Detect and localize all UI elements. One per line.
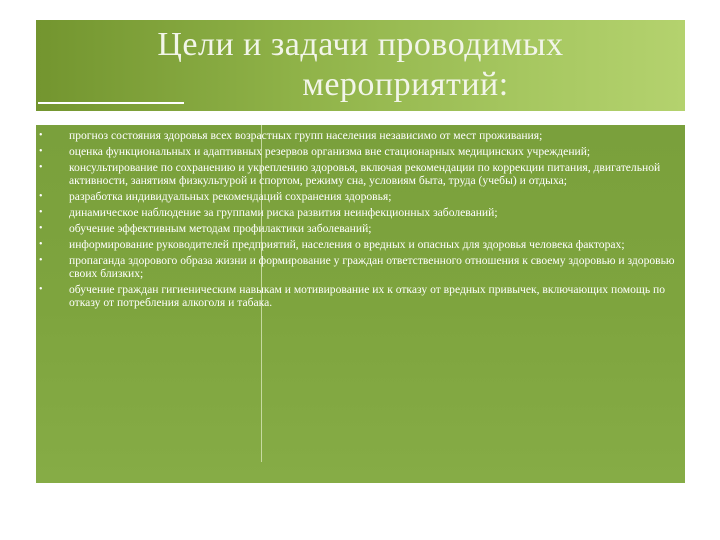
bullet-icon: • [39,255,43,266]
bullet-icon: • [39,284,43,295]
list-item [36,206,676,219]
title-band [36,20,685,111]
list-item-text: пропаганда здорового образа жизни и формирование у граждан ответственного отношения к своему здоровью и здоровью своих близких; [69,254,675,280]
list-item-text: информирование руководителей предприятий, населения о вредных и опасных для здоровья человека факторах; [69,238,625,251]
list-item [36,254,676,280]
list-item [36,283,676,309]
slide [36,20,685,483]
list-item-text: консультирование по сохранению и укреплению здоровья, включая рекомендации по коррекции питания, двигательной активности, занятиям физкультурой и спортом, режиму сна, условиям быта, труда (учебы) и отдыха; [69,161,661,187]
slide-title [36,25,685,105]
list-item [36,222,676,235]
slide-title-line-1: Цели и задачи проводимых [157,26,564,63]
list-item-text: прогноз состояния здоровья всех возрастных групп населения независимо от мест проживания; [69,129,543,142]
title-content-divider [36,111,685,125]
bullet-icon: • [39,191,43,202]
bullet-icon: • [39,130,43,141]
list-item [36,161,676,187]
content-panel [36,125,685,483]
list-item-text: обучение граждан гигиеническим навыкам и мотивирование их к отказу от вредных привычек, включающих помощь по отказу от потребления алкоголя и табака. [69,283,666,309]
list-item [36,190,676,203]
list-item-text: динамическое наблюдение за группами риска развития неинфекционных заболеваний; [69,206,498,219]
list-item [36,129,676,142]
goals-list [36,129,676,312]
bullet-icon: • [39,223,43,234]
bullet-icon: • [39,239,43,250]
list-item-text: разработка индивидуальных рекомендаций сохранения здоровья; [69,190,392,203]
bullet-icon: • [39,207,43,218]
list-item-text: обучение эффективным методам профилактики заболеваний; [69,222,372,235]
list-item [36,238,676,251]
title-underline-decoration [38,102,184,104]
slide-title-line-2: мероприятий: [302,66,509,103]
list-item [36,145,676,158]
bullet-icon: • [39,146,43,157]
list-item-text: оценка функциональных и адаптивных резервов организма вне стационарных медицинских учреждений; [69,145,591,158]
bullet-icon: • [39,162,43,173]
